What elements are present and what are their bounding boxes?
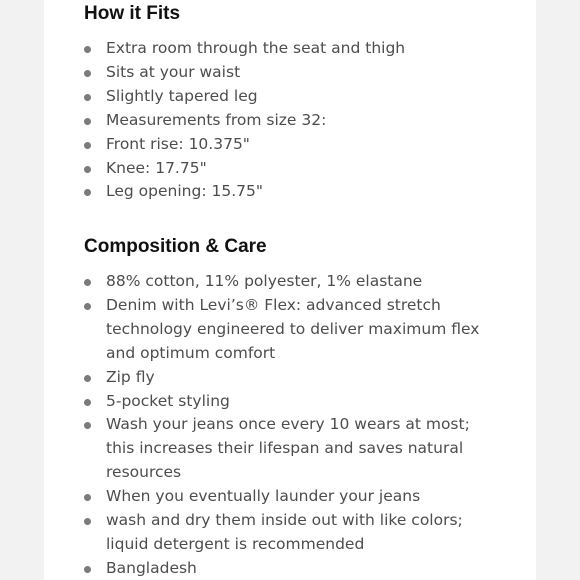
section-heading-how-it-fits: How it Fits — [84, 3, 181, 24]
list-item-text: liquid detergent is recommended — [106, 534, 365, 553]
bullet-icon — [84, 375, 91, 382]
list-item-text: When you eventually launder your jeans — [106, 487, 421, 506]
bullet-icon — [84, 46, 91, 53]
list-item-text: and optimum comfort — [106, 343, 276, 362]
list-item — [84, 109, 524, 133]
list-item-text: Bangladesh — [106, 558, 197, 577]
bullet-icon — [84, 422, 91, 429]
list-item-text: Zip fly — [106, 367, 155, 386]
list-item — [84, 157, 524, 181]
list-item — [84, 509, 524, 557]
list-item-text: 88% cotton, 11% polyester, 1% elastane — [106, 272, 423, 290]
list-item — [84, 61, 524, 85]
list-item — [84, 270, 524, 294]
list-item-text: this increases their lifespan and saves natural — [106, 439, 464, 458]
list-item — [84, 366, 524, 390]
list-item-text: Wash your jeans once every 10 wears at most; — [106, 415, 470, 434]
list-item — [84, 485, 524, 509]
fit-details-list — [84, 37, 524, 204]
list-item — [84, 294, 524, 366]
list-item — [84, 133, 524, 157]
bullet-icon — [84, 566, 91, 573]
bullet-icon — [84, 303, 91, 310]
list-item-text: Front rise: 10.375" — [106, 134, 250, 153]
bullet-icon — [84, 189, 91, 196]
list-item-text: wash and dry them inside out with like colors; — [106, 511, 463, 530]
bullet-icon — [84, 118, 91, 125]
composition-care-list — [84, 270, 524, 580]
list-item-text: Slightly tapered leg — [106, 86, 258, 105]
list-item — [84, 557, 524, 580]
bullet-icon — [84, 94, 91, 101]
list-item — [84, 37, 524, 61]
bullet-icon — [84, 70, 91, 77]
list-item-text: Denim with Levi’s® Flex: advanced stretch — [106, 295, 441, 314]
list-item-text: Measurements from size 32: — [106, 110, 327, 129]
bullet-icon — [84, 494, 91, 501]
bullet-icon — [84, 279, 91, 286]
list-item-text: Leg opening: 15.75" — [106, 182, 263, 201]
list-item — [84, 413, 524, 485]
list-item-text: 5-pocket styling — [106, 391, 230, 410]
bullet-icon — [84, 518, 91, 525]
product-details-panel — [44, 0, 536, 580]
bullet-icon — [84, 142, 91, 149]
list-item-text: Extra room through the seat and thigh — [106, 39, 406, 57]
list-item — [84, 85, 524, 109]
bullet-icon — [84, 166, 91, 173]
section-heading-composition-care: Composition & Care — [84, 236, 267, 257]
list-item-text: technology engineered to deliver maximum flex — [106, 319, 480, 338]
list-item — [84, 180, 524, 204]
list-item-text: resources — [106, 463, 182, 482]
bullet-icon — [84, 399, 91, 406]
list-item — [84, 390, 524, 414]
list-item-text: Sits at your waist — [106, 62, 241, 81]
list-item-text: Knee: 17.75" — [106, 158, 207, 177]
